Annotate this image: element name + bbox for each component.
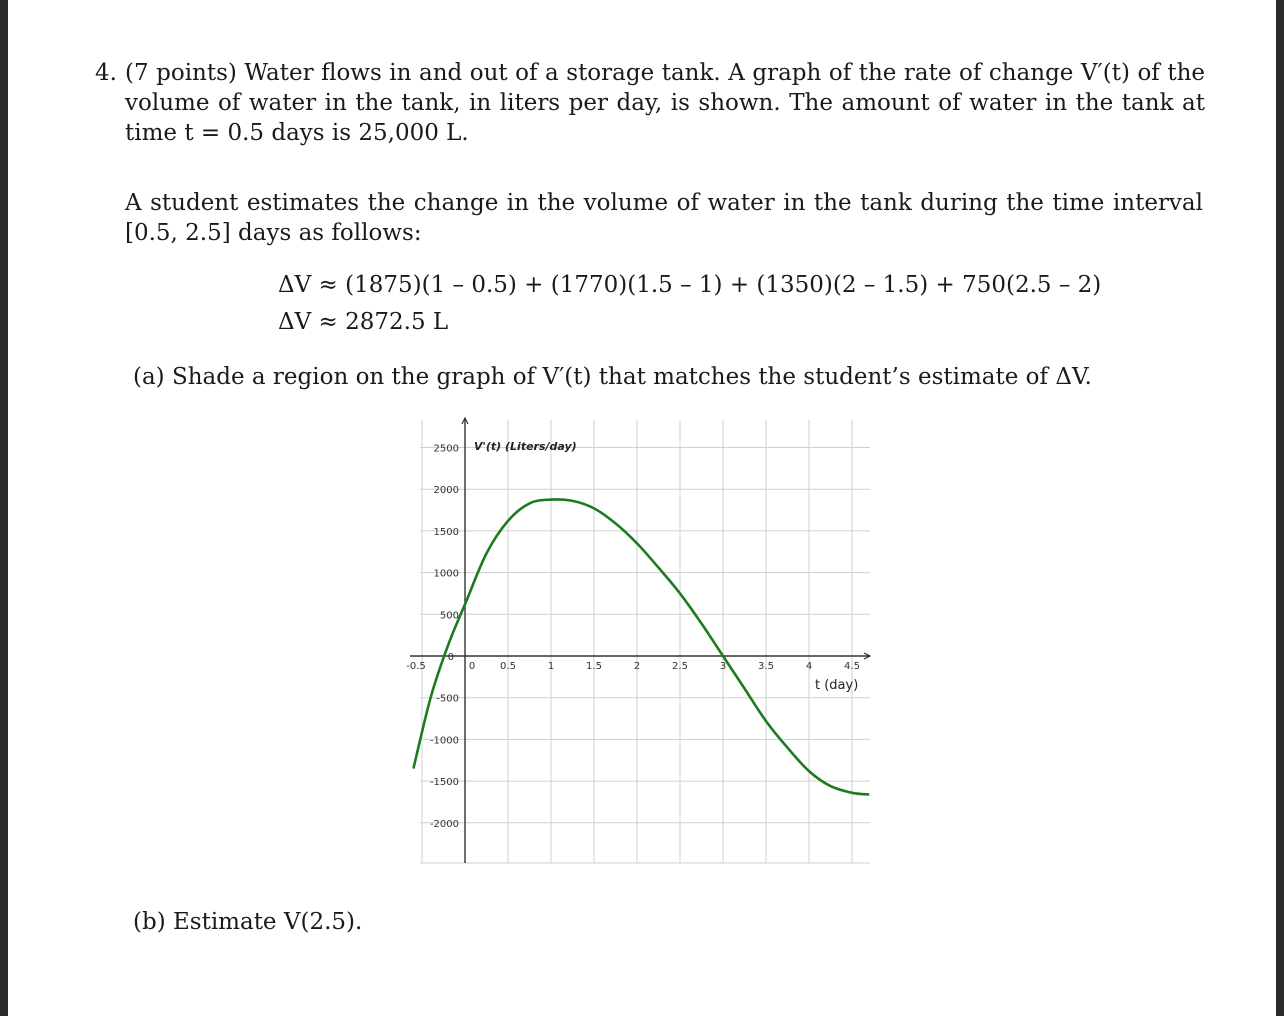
problem-number: 4. [95, 60, 117, 86]
graph-axes [410, 418, 870, 863]
x-tick-label: 0.5 [500, 661, 516, 672]
x-tick-label: 1.5 [586, 661, 602, 672]
problem-statement [95, 58, 1205, 148]
x-axis-label: t (day) [815, 678, 859, 693]
rate-of-change-graph [400, 412, 880, 872]
equation-line-2: ΔV ≈ 2872.5 L [278, 309, 449, 335]
y-tick-label: -500 [436, 693, 459, 705]
equation-line-1: ΔV ≈ (1875)(1 – 0.5) + (1770)(1.5 – 1) + (1350)(2 – 1.5) + 750(2.5 – 2) [278, 272, 1102, 298]
y-tick-label: 2000 [433, 485, 459, 497]
right-edge-bar [1276, 0, 1284, 1016]
x-tick-label: 1 [547, 661, 555, 672]
x-tick-label: -0.5 [406, 661, 426, 672]
y-tick-label: 2500 [433, 443, 459, 455]
x-tick-label: 4.5 [844, 661, 860, 672]
part-b-prompt: (b) Estimate V(2.5). [133, 909, 363, 935]
y-axis-label: V'(t) (Liters/day) [474, 440, 577, 453]
y-tick-label: -1500 [429, 777, 459, 789]
x-tick-label: 2.5 [672, 661, 688, 672]
student-estimate-text: A student estimates the change in the volume of water in the tank during the time interval [0.5, 2.5] days as follows: [125, 190, 1203, 246]
x-tick-labels [406, 661, 860, 672]
x-tick-label: 0 [468, 661, 476, 672]
problem-text: (7 points) Water flows in and out of a storage tank. A graph of the rate of change V′(t) of the volume of water in the tank, in liters per day, is shown. The amount of water in the tank at time t = 0.5 days is 25,000 L. [125, 60, 1205, 146]
x-tick-label: 2 [633, 661, 641, 672]
x-tick-label: 4 [805, 661, 813, 672]
y-tick-label: -2000 [429, 818, 459, 830]
left-edge-bar [0, 0, 8, 1016]
y-tick-label: 500 [439, 610, 459, 622]
x-tick-label: 3.5 [758, 661, 774, 672]
y-tick-label: 1000 [433, 568, 459, 580]
y-tick-label: 0 [447, 652, 454, 663]
graph-grid [420, 420, 870, 863]
y-tick-label: -1000 [429, 735, 459, 747]
y-tick-labels [430, 444, 459, 830]
v-prime-curve [413, 499, 869, 794]
x-tick-label: 3 [719, 661, 727, 672]
y-tick-label: 1500 [433, 526, 459, 538]
part-a-prompt: (a) Shade a region on the graph of V′(t) that matches the student’s estimate of ΔV. [133, 364, 1092, 390]
